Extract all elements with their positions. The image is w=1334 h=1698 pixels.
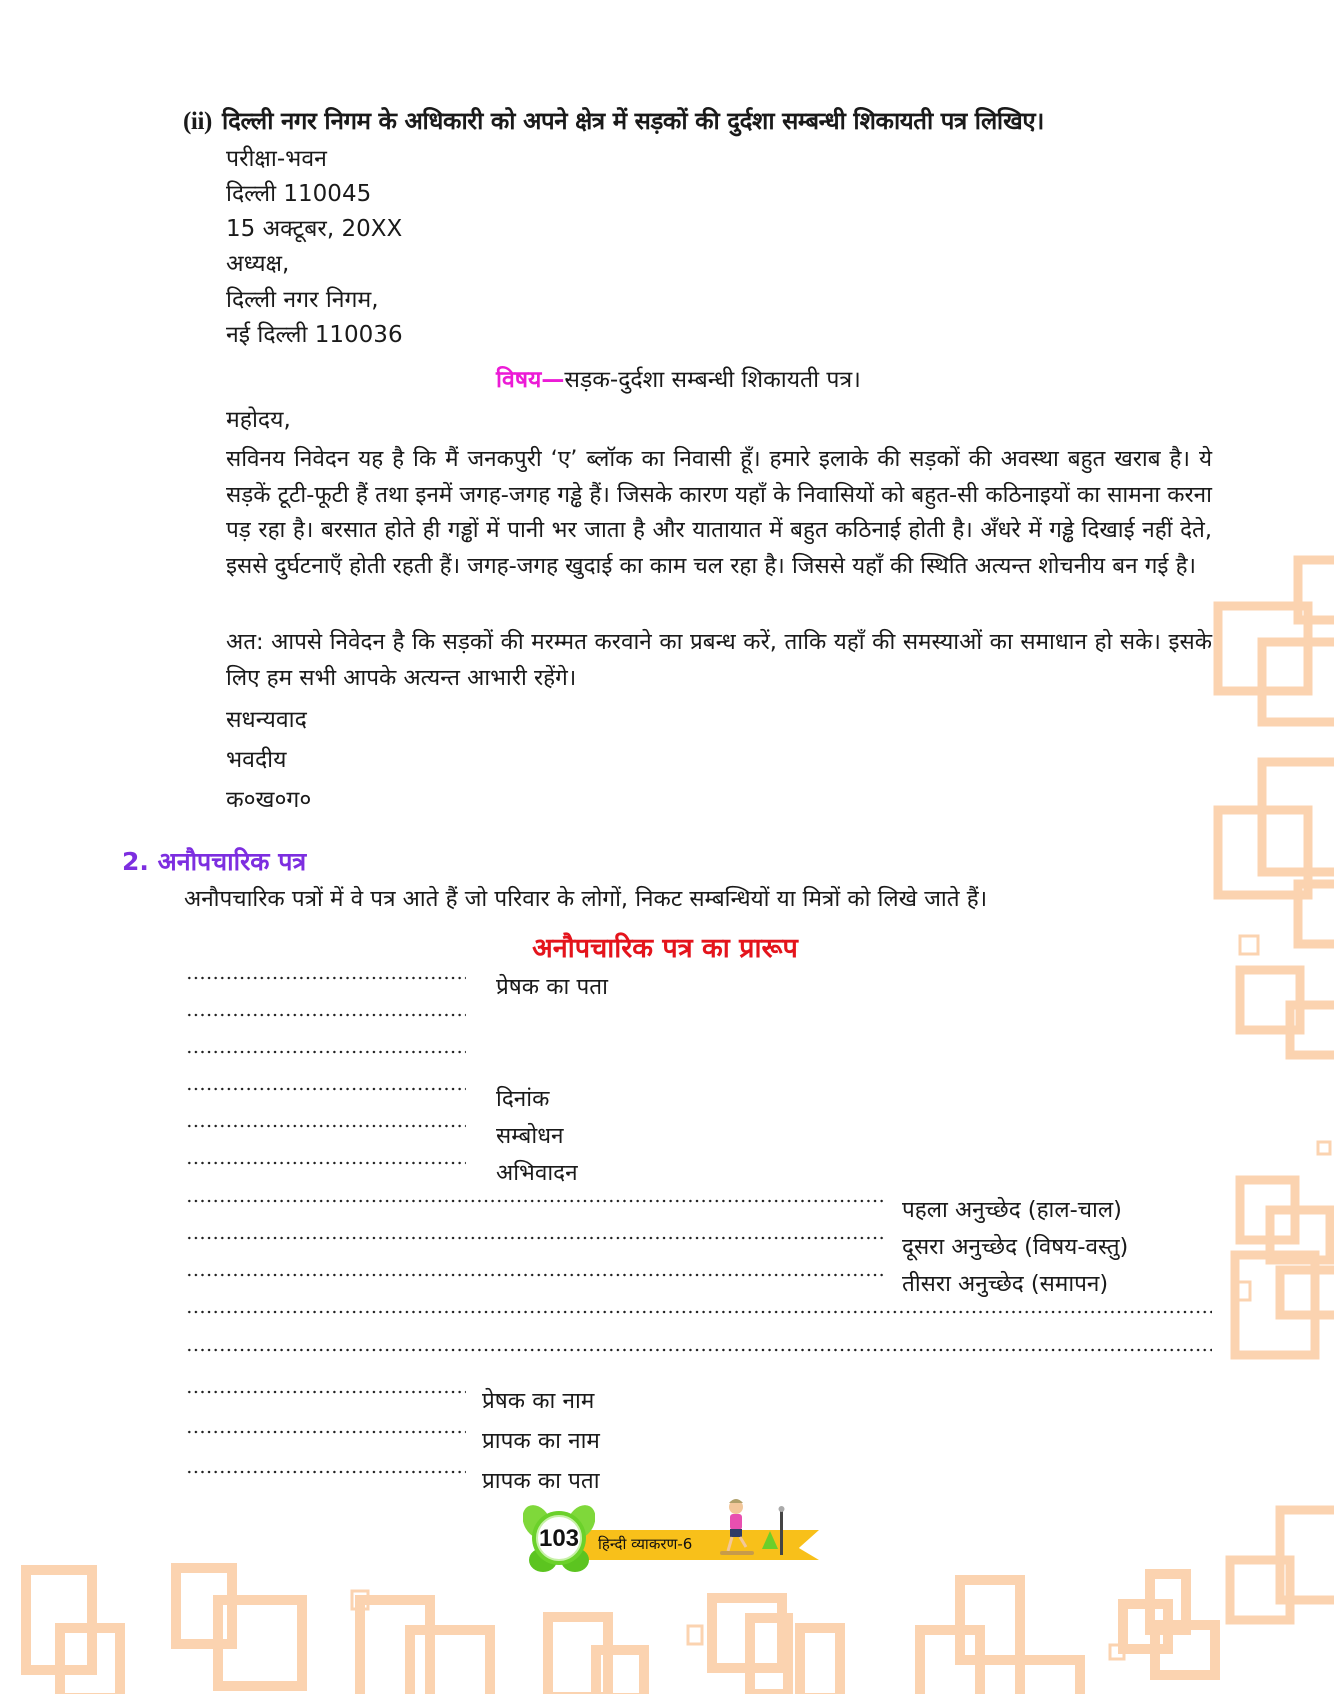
format-label-sender-name: प्रेषक का नाम xyxy=(482,1388,595,1414)
skateboard-kid-illustration-icon xyxy=(718,1495,788,1565)
format-label-para2: दूसरा अनुच्छेद (विषय-वस्तु) xyxy=(902,1234,1129,1260)
format-label-date: दिनांक xyxy=(496,1086,550,1112)
question-heading xyxy=(183,104,1044,137)
recipient-line-1: अध्यक्ष, xyxy=(226,251,290,277)
page-number: 103 xyxy=(538,1525,580,1552)
blank-line xyxy=(186,1161,466,1165)
format-label-sender-address: प्रेषक का पता xyxy=(496,974,608,1000)
blank-line xyxy=(186,1273,886,1277)
format-label-receiver-address: प्रापक का पता xyxy=(482,1468,600,1494)
subject-label: विषय— xyxy=(496,367,565,393)
blank-line xyxy=(186,976,466,980)
letter-closing: भवदीय xyxy=(226,747,287,773)
sender-address-line-2 xyxy=(226,177,371,212)
blank-line xyxy=(186,1050,466,1054)
letter-body-paragraph-2: अत: आपसे निवेदन है कि सड़कों की मरम्मत करवाने का प्रबन्ध करें, ताकि यहाँ की समस्याओं का समाधान हो सके। इसके लिए हम सभी आपके अत्यन्त आभारी रहेंगे। xyxy=(226,629,1212,691)
format-title xyxy=(0,928,1334,965)
letter-date: 15 अक्टूबर, 20XX xyxy=(226,216,403,242)
letter-thanks: सधन्यवाद xyxy=(226,707,307,733)
blank-line xyxy=(186,1390,466,1394)
recipient-line-3: नई दिल्ली 110036 xyxy=(226,322,403,348)
blank-line xyxy=(186,1310,1212,1314)
subject-text: सड़क-दुर्दशा सम्बन्धी शिकायती पत्र। xyxy=(564,367,861,393)
question-number: (ii) xyxy=(183,108,212,135)
letter-signature: क०ख०ग० xyxy=(226,787,312,813)
section-description: अनौपचारिक पत्रों में वे पत्र आते हैं जो परिवार के लोगों, निकट सम्बन्धियों या मित्रों को लिखे जाते हैं। xyxy=(184,886,988,912)
subject-line xyxy=(496,362,861,394)
letter-body-paragraph-1: सविनय निवेदन यह है कि मैं जनकपुरी ‘ए’ ब्लॉक का निवासी हूँ। हमारे इलाके की सड़कों की अवस्था बहुत खराब है। ये सड़कें टूटी-फूटी हैं तथा इनमें जगह-जगह गड्ढे हैं। जिसके कारण यहाँ के निवासियों को बहुत-सी कठिनाइयों का सामना करना पड़ रहा है। बरसात होते ही गड्ढों में पानी भर जाता है और यातायात में बहुत कठिनाई होती है। अँधरे में गड्ढे दिखाई नहीं देते, इससे दुर्घटनाएँ होती रहती हैं। जगह-जगह खुदाई का काम चल रहा है। जिससे यहाँ की स्थिति अत्यन्त शोचनीय बन गई है। xyxy=(226,446,1212,579)
blank-line xyxy=(186,1087,466,1091)
blank-line xyxy=(186,1013,466,1017)
blank-line xyxy=(186,1430,466,1434)
question-text: दिल्ली नगर निगम के अधिकारी को अपने क्षेत्र में सड़कों की दुर्दशा सम्बन्धी शिकायती पत्र लिखिए। xyxy=(221,107,1044,135)
book-title: हिन्दी व्याकरण-6 xyxy=(598,1535,693,1553)
format-label-para1: पहला अनुच्छेद (हाल-चाल) xyxy=(902,1197,1122,1223)
blank-line xyxy=(186,1348,1212,1352)
format-label-receiver-name: प्रापक का नाम xyxy=(482,1428,600,1454)
blank-line xyxy=(186,1236,886,1240)
format-label-greeting: अभिवादन xyxy=(496,1160,578,1186)
salutation: महोदय, xyxy=(226,407,291,433)
sender-address-line-1: परीक्षा-भवन xyxy=(226,146,327,172)
sender-city-pin: दिल्ली 110045 xyxy=(226,181,372,207)
blank-line xyxy=(186,1470,466,1474)
format-title-text: अनौपचारिक पत्र का प्रारूप xyxy=(532,933,798,964)
format-label-para3: तीसरा अनुच्छेद (समापन) xyxy=(902,1271,1109,1297)
blank-line xyxy=(186,1199,886,1203)
recipient-line-2: दिल्ली नगर निगम, xyxy=(226,287,379,313)
blank-line xyxy=(186,1124,466,1128)
format-label-address-form: सम्बोधन xyxy=(496,1123,564,1149)
section-heading: 2. अनौपचारिक पत्र xyxy=(122,847,307,876)
